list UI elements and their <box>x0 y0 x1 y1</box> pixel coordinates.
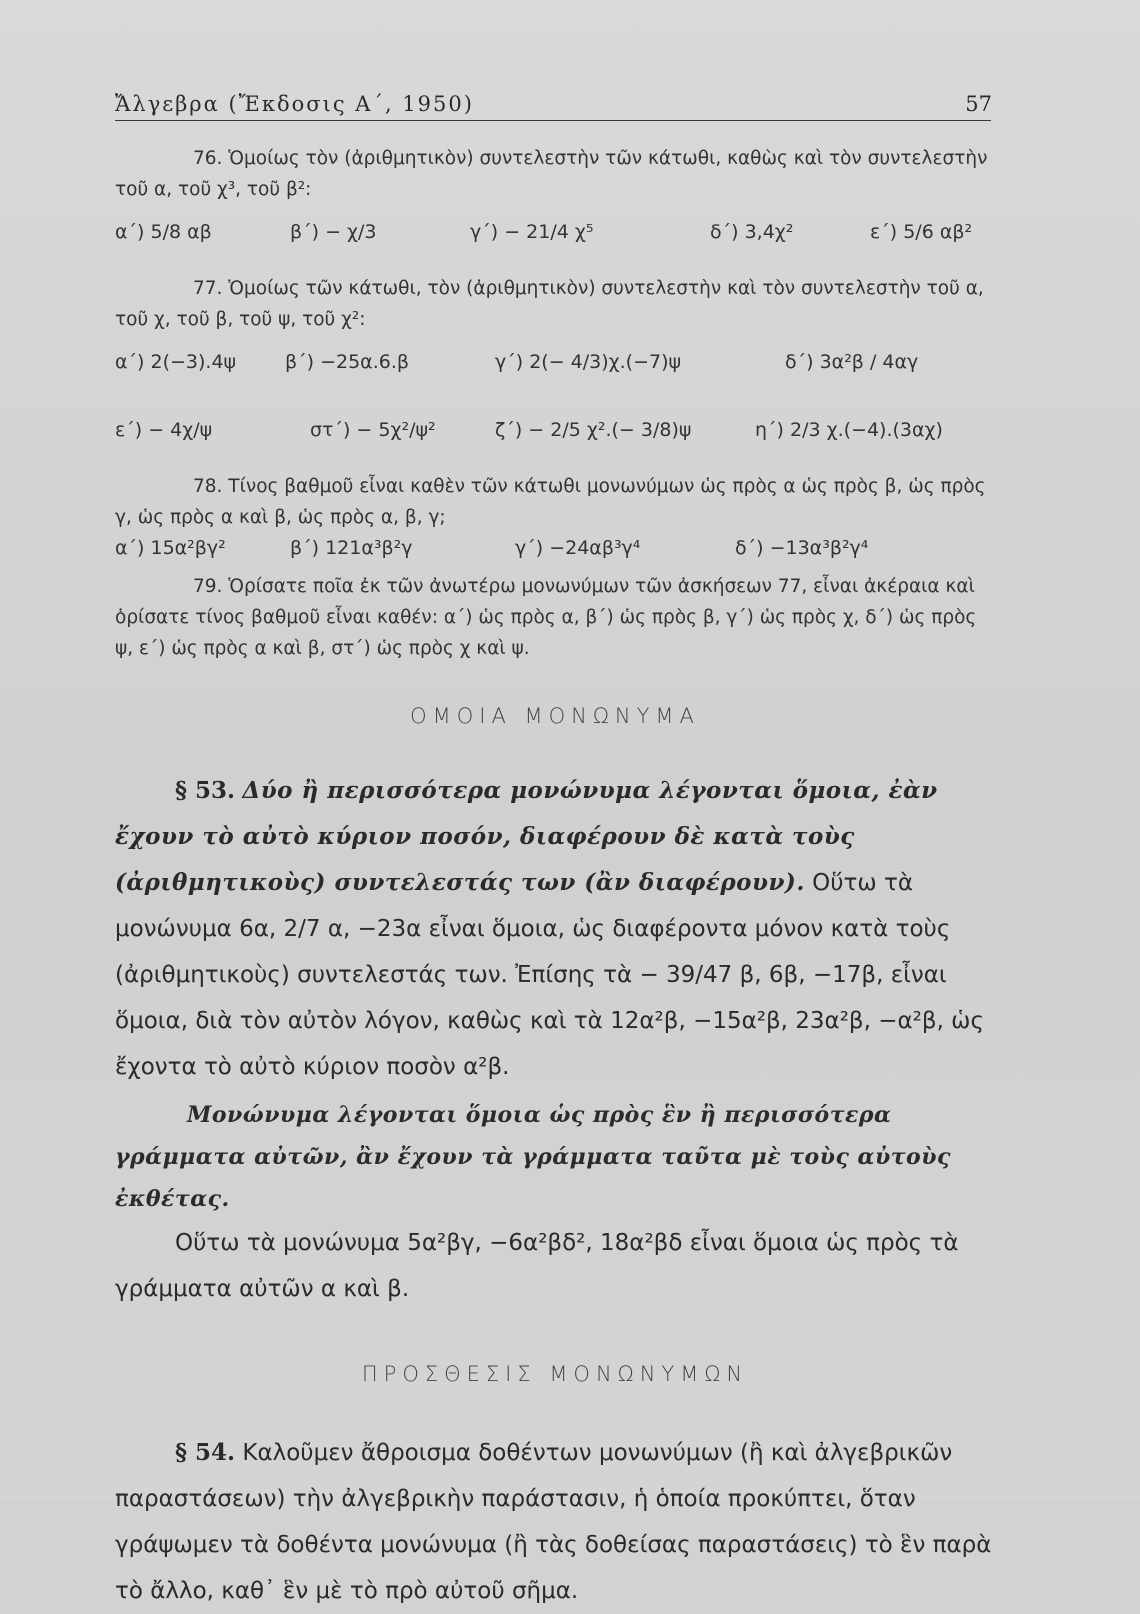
page-body <box>115 143 995 1614</box>
ex76-option-b: β΄) − χ/3 <box>290 221 377 243</box>
ex76-option-e: ε΄) 5/6 αβ² <box>870 221 973 243</box>
ex77-option-b: β΄) −25α.6.β <box>285 351 409 373</box>
exercise-76-options <box>115 205 995 273</box>
exercise-79-text: 79. Ὁρίσατε ποῖα ἐκ τῶν ἀνωτέρω μονωνύμων τῶν ἀσκήσεων 77, εἶναι ἀκέραια καὶ ὁρίσατε τίνος βαθμοῦ εἶναι καθέν: α΄) ὡς πρὸς α, β΄) ὡς πρὸς β, γ΄) ὡς πρὸς χ, δ΄) ὡς πρὸς ψ, ε΄) ὡς πρὸς α καὶ β, στ΄) ὡς πρὸς χ καὶ ψ. <box>115 576 977 659</box>
exercise-76-text: 76. Ὁμοίως τὸν (ἀριθμητικὸν) συντελεστὴν τῶν κάτωθι, καθὼς καὶ τὸν συντελεστὴν τοῦ α, τοῦ χ³, τοῦ β²: <box>115 148 988 200</box>
ex78-option-a: α΄) 15α²βγ² <box>115 537 226 559</box>
ex76-option-a: α΄) 5/8 αβ <box>115 221 212 243</box>
exercise-78 <box>115 471 995 533</box>
ex78-option-d: δ΄) −13α³β²γ⁴ <box>735 537 869 559</box>
header-rule <box>115 120 991 121</box>
ex76-option-c: γ΄) − 21/4 χ⁵ <box>470 221 594 243</box>
section-53-text-2: Οὕτω τὰ μονώνυμα 5α²βγ, −6α²βδ², 18α²βδ εἶναι ὅμοια ὡς πρὸς τὰ γράμματα αὐτῶν α καὶ β. <box>115 1230 959 1302</box>
ex77-option-st: στ΄) − 5χ²/ψ² <box>310 419 436 441</box>
section-53-definition: Δύο ἢ περισσότερα μονώνυμα λέγονται ὅμοια, ἐὰν ἔχουν τὸ αὐτὸ κύριον ποσόν, διαφέρουν δὲ κατὰ τοὺς (ἀριθμητικοὺς) συντελεστάς των (ἂν διαφέρουν). <box>115 777 938 896</box>
ex77-option-z: ζ΄) − 2/5 χ².(− 3/8)ψ <box>495 419 692 441</box>
exercise-77-text: 77. Ὁμοίως τῶν κάτωθι, τὸν (ἀριθμητικὸν) συντελεστὴν καὶ τὸν συντελεστὴν τοῦ α, τοῦ χ, τοῦ β, τοῦ ψ, τοῦ χ²: <box>115 278 984 330</box>
ex77-option-e: ε΄) − 4χ/ψ <box>115 419 213 441</box>
ex77-option-d: δ΄) 3α²β / 4αγ <box>785 351 919 373</box>
exercise-76 <box>115 143 995 205</box>
ex78-option-c: γ΄) −24αβ³γ⁴ <box>515 537 641 559</box>
ex77-option-h: η΄) 2/3 χ.(−4).(3αχ) <box>755 419 943 441</box>
exercise-79 <box>115 571 995 664</box>
section-53-text: Οὕτω τὰ μονώνυμα 6α, 2/7 α, −23α εἶναι ὅμοια, ὡς διαφέροντα μόνον κατὰ τοὺς (ἀριθμητικοὺς) συντελεστάς των. Ἐπίσης τὰ − 39/47 β, 6β, −17β, εἶναι ὅμοια, διὰ τὸν αὐτὸν λόγον, καθὼς καὶ τὰ 12α²β, −15α²β, 23α²β, −α²β, ὡς ἔχοντα τὸ αὐτὸ κύριον ποσὸν α²β. <box>115 870 984 1080</box>
ex78-option-b: β΄) 121α³β²γ <box>290 537 413 559</box>
running-head: Ἄλγεβρα (Ἔκδοσις Α΄, 1950) <box>115 92 474 116</box>
page-number: 57 <box>965 92 992 116</box>
section-53-paragraph <box>115 768 995 1090</box>
section-heading-similar: ΟΜΟΙΑ ΜΟΝΩΝΥΜΑ <box>410 704 700 728</box>
section-53-definition-2: Μονώνυμα λέγονται ὅμοια ὡς πρὸς ἓν ἢ περισσότερα γράμματα αὐτῶν, ἂν ἔχουν τὰ γράμματα ταῦτα μὲ τοὺς αὐτοὺς ἐκθέτας. <box>115 1102 951 1212</box>
ex76-option-d: δ΄) 3,4χ² <box>710 221 794 243</box>
exercise-77 <box>115 273 995 335</box>
ex77-option-c: γ΄) 2(− 4/3)χ.(−7)ψ <box>495 351 682 373</box>
exercise-77-options-row1 <box>115 335 995 403</box>
section-53-number: § 53. <box>175 777 236 804</box>
exercise-78-options <box>115 533 995 571</box>
section-heading-addition: ΠΡΟΣΘΕΣΙΣ ΜΟΝΩΝΥΜΩΝ <box>361 1362 749 1386</box>
exercise-78-text: 78. Τίνος βαθμοῦ εἶναι καθὲν τῶν κάτωθι μονωνύμων ὡς πρὸς α ὡς πρὸς β, ὡς πρὸς γ, ὡς πρὸς α καὶ β, ὡς πρὸς α, β, γ; <box>115 476 986 528</box>
section-54-number: § 54. <box>175 1439 236 1466</box>
ex77-option-a: α΄) 2(−3).4ψ <box>115 351 237 373</box>
exercise-77-options-row2 <box>115 403 995 471</box>
section-54-text: Καλοῦμεν ἄθροισμα δοθέντων μονωνύμων (ἢ καὶ ἀλγεβρικῶν παραστάσεων) τὴν ἀλγεβρικὴν παράστασιν, ἡ ὁποία προκύπτει, ὅταν γράψωμεν τὰ δοθέντα μονώνυμα (ἢ τὰς δοθείσας παραστάσεις) τὸ ἓν παρὰ τὸ ἄλλο, καθ᾽ ἓν μὲ τὸ πρὸ αὐτοῦ σῆμα. <box>115 1440 992 1604</box>
section-54-paragraph <box>115 1430 995 1614</box>
